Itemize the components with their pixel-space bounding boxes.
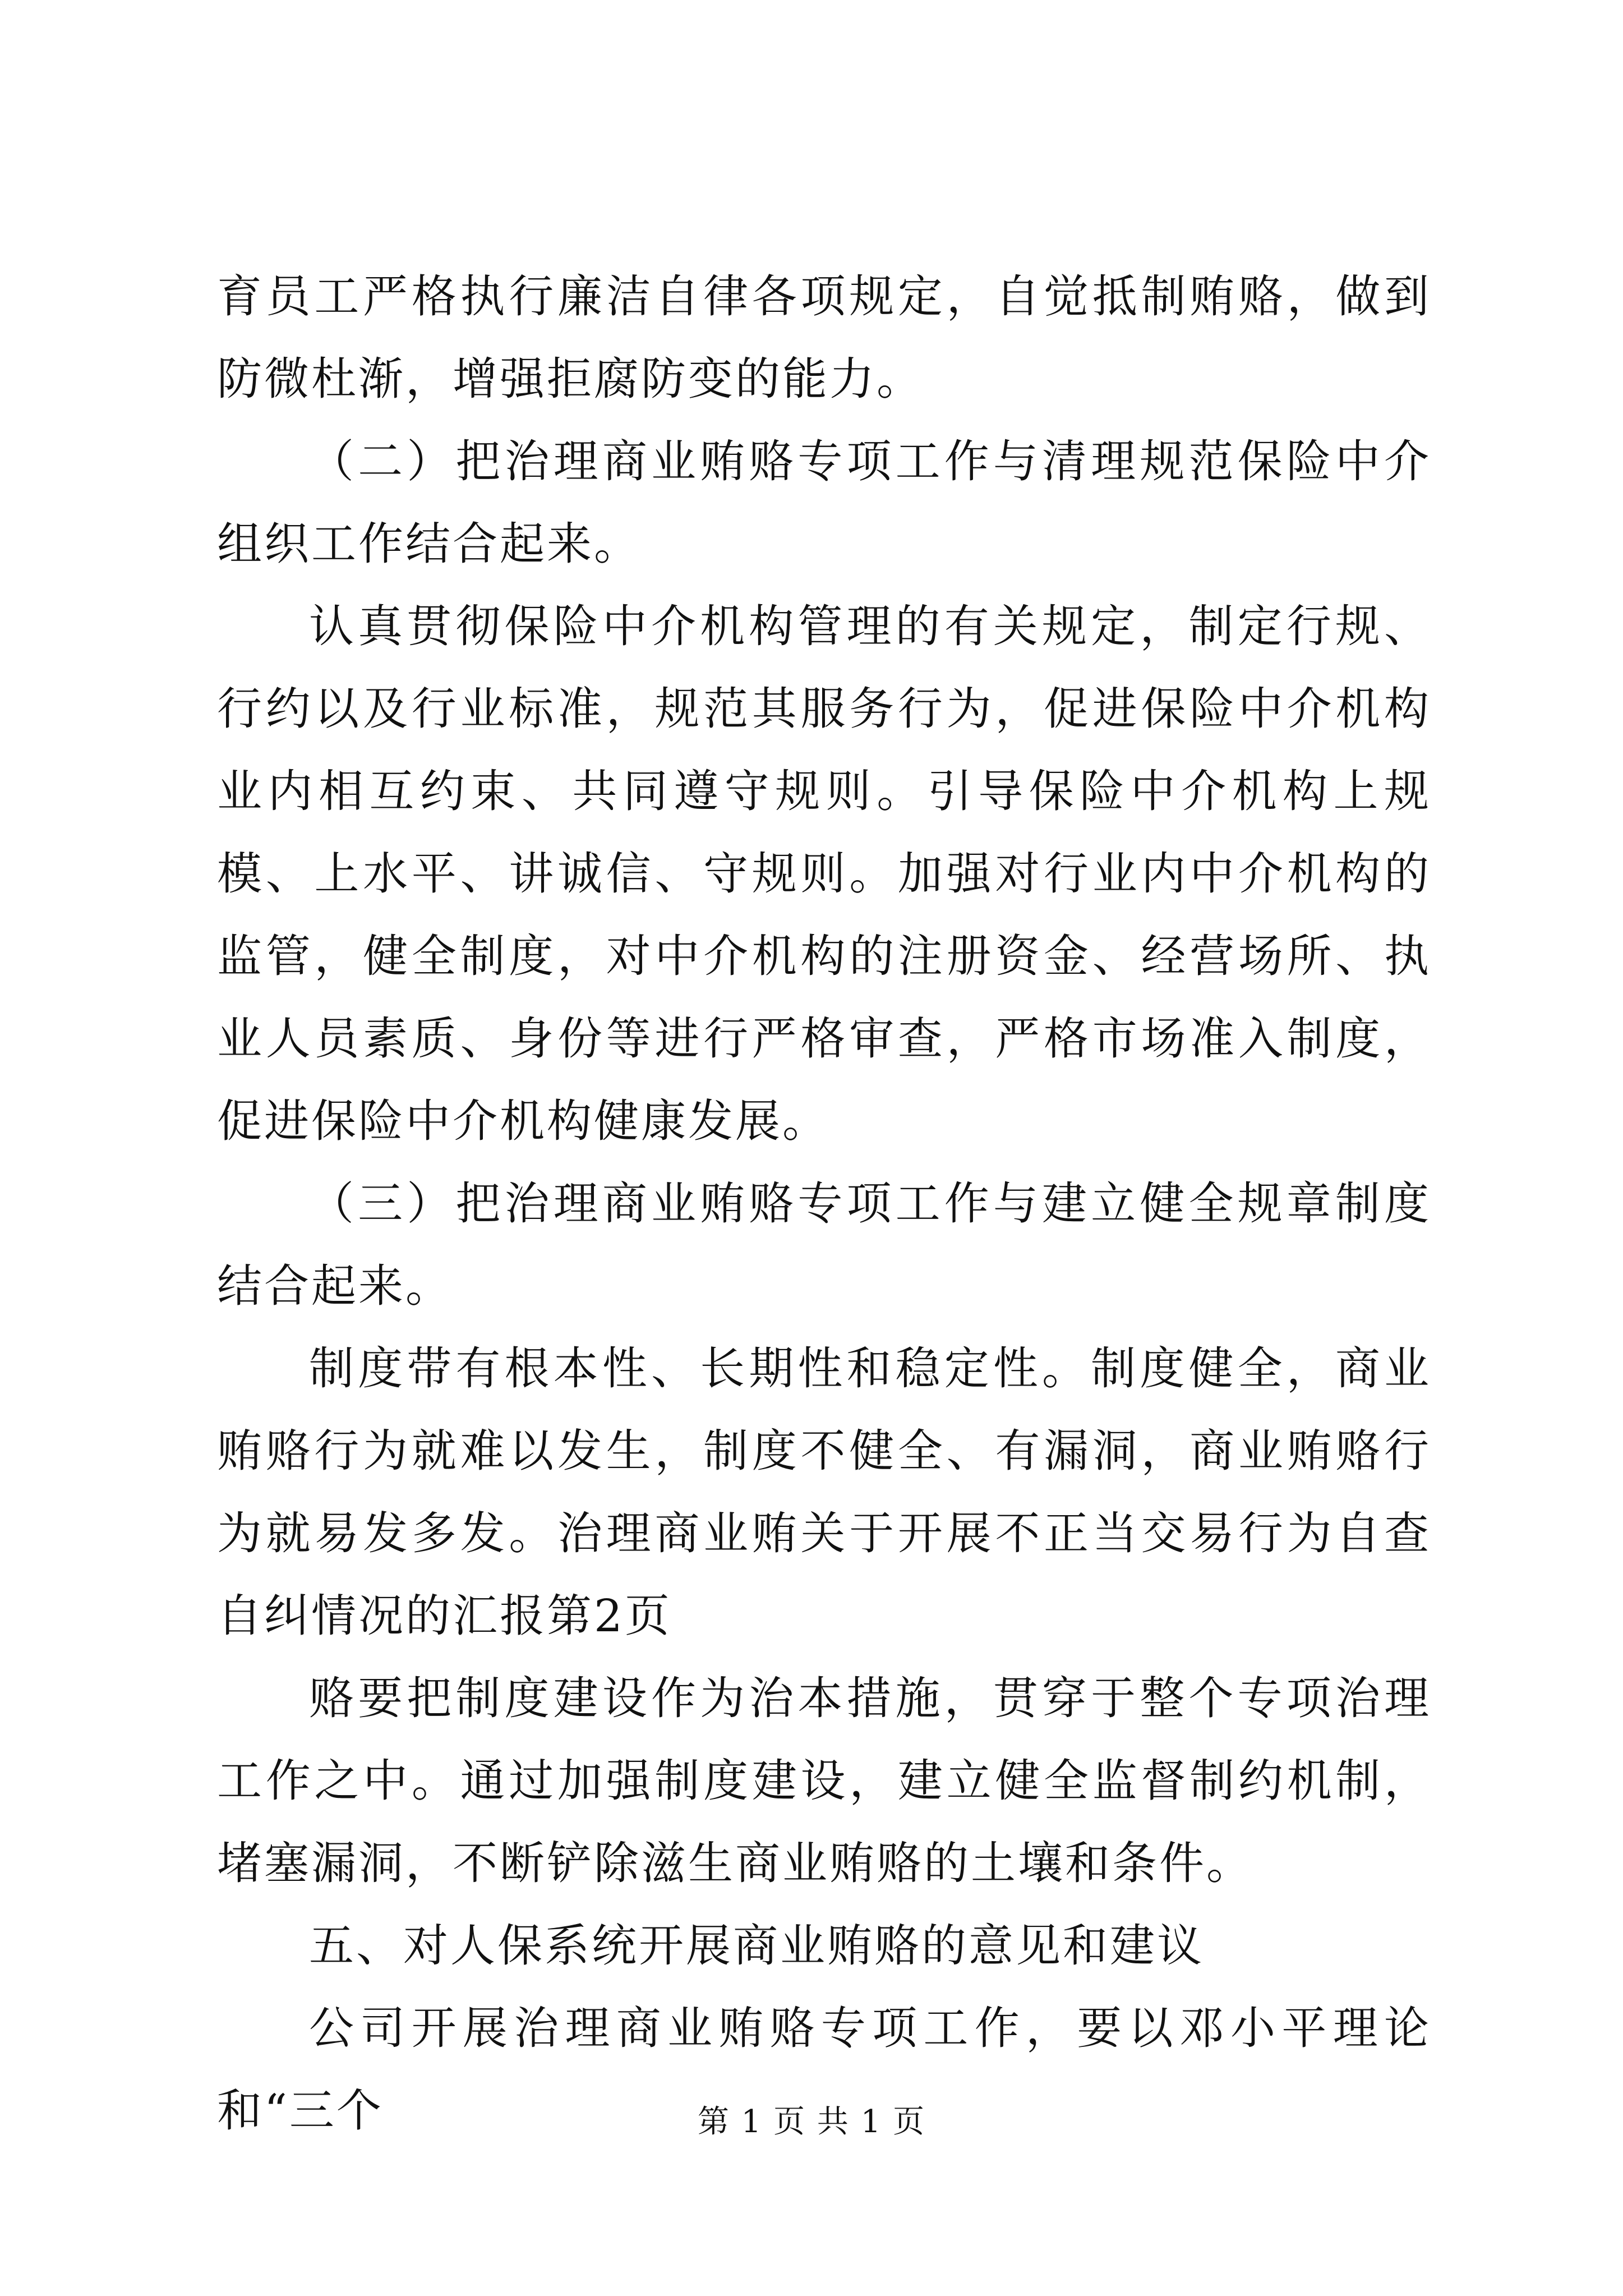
section-heading-2: （二）把治理商业贿赂专项工作与清理规范保险中介组织工作结合起来。	[217, 435, 1431, 570]
paragraph-continuation: 育员工严格执行廉洁自律各项规定，自觉抵制贿赂，做到防微杜渐，增强拒腐防变的能力。	[217, 270, 1431, 405]
document-body	[217, 255, 1431, 2152]
paragraph-intermediary-regulation: 认真贯彻保险中介机构管理的有关规定，制定行规、行约以及行业标准，规范其服务行为，促进保险中介机构业内相互约束、共同遵守规则。引导保险中介机构上规模、上水平、讲诚信、守规则。加强对行业内中介机构的监管，健全制度，对中介机构的注册资金、经营场所、执业人员素质、身份等进行严格审查，严格市场准入制度，促进保险中介机构健康发展。	[217, 600, 1431, 1147]
paragraph-company-work: 公司开展治理商业贿赂专项工作，要以邓小平理论和“三个	[217, 2002, 1431, 2137]
page-footer: 第 1 页 共 1 页	[697, 2104, 926, 2140]
section-heading-3: （三）把治理商业贿赂专项工作与建立健全规章制度结合起来。	[217, 1177, 1431, 1312]
paragraph-system-building: 赂要把制度建设作为治本措施，贯穿于整个专项治理工作之中。通过加强制度建设，建立健全监督制约机制，堵塞漏洞，不断铲除滋生商业贿赂的土壤和条件。	[217, 1672, 1431, 1889]
section-heading-5: 五、对人保系统开展商业贿赂的意见和建议	[309, 1920, 1204, 1972]
paragraph-system-rules: 制度带有根本性、长期性和稳定性。制度健全，商业贿赂行为就难以发生，制度不健全、有漏洞，商业贿赂行为就易发多发。治理商业贿关于开展不正当交易行为自查自纠情况的汇报第2页	[217, 1342, 1431, 1642]
